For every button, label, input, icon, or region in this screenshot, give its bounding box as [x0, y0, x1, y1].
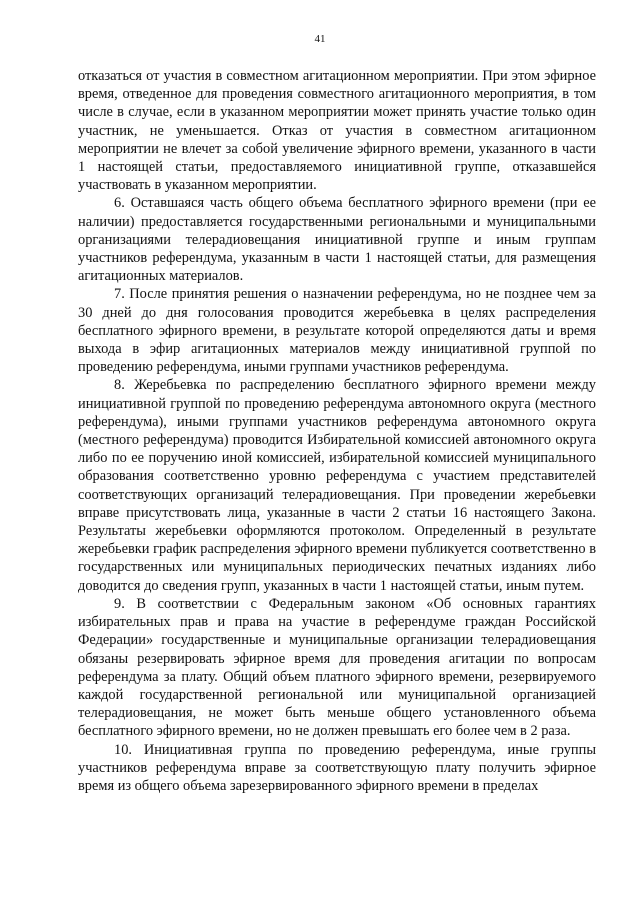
paragraph-part-8: 8. Жеребьевка по распределению бесплатного эфирного времени между инициативной группой по проведению референдума автономного округа (местного референдума), иными группами участников референдума автономного округа (местного референдума) проводится Избирательной комиссией автономного округа либо по ее поручению иной комиссией, избирательной комиссией муниципального образования соответственно уровню референдума с участием представителей соответствующих организаций телерадиовещания. При проведении жеребьевки вправе присутствовать лица, указанные в части 2 статьи 16 настоящего Закона. Результаты жеребьевки оформляются протоколом. Определенный в результате жеребьевки график распределения эфирного времени публикуется соответственно в государственных или муниципальных периодических печатных изданиях либо доводится до сведения групп, указанных в части 1 настоящей статьи, иным путем. — [78, 377, 596, 594]
document-body — [78, 67, 596, 795]
page-number: 41 — [314, 33, 326, 45]
paragraph-continuation: отказаться от участия в совместном агитационном мероприятии. При этом эфирное время, отведенное для проведения совместного агитационного мероприятия, в том числе в случае, если в указанном мероприятии может принять участие только один участник, не уменьшается. Отказ от участия в совместном агитационном мероприятии не влечет за собой увеличение эфирного времени, указанного в части 1 настоящей статьи, предоставляемого инициативной группе, отказавшейся участвовать в указанном мероприятии. — [78, 68, 596, 194]
paragraph-part-7: 7. После принятия решения о назначении референдума, но не позднее чем за 30 дней до дня голосования проводится жеребьевка в целях распределения бесплатного эфирного времени, в результате которой определяются даты и время выхода в эфир агитационных материалов между инициативной группой по проведению референдума, иными группами участников референдума. — [78, 286, 596, 376]
paragraph-part-10: 10. Инициативная группа по проведению референдума, иные группы участников референдума вправе за соответствующую плату получить эфирное время из общего объема зарезервированного эфирного времени в пределах — [78, 741, 596, 794]
paragraph-part-9: 9. В соответствии с Федеральным законом «Об основных гарантиях избирательных прав и права на участие в референдуме граждан Российской Федерации» государственные и муниципальные организации телерадиовещания обязаны резервировать эфирное время для проведения агитации по вопросам референдума за плату. Общий объем платного эфирного времени, резервируемого каждой государственной региональной или муниципальной организацией телерадиовещания, не может быть меньше общего установленного объема бесплатного эфирного времени, но не должен превышать его более чем в 2 раза. — [78, 595, 596, 740]
paragraph-part-6: 6. Оставшаяся часть общего объема бесплатного эфирного времени (при ее наличии) предоставляется государственными региональными и муниципальными организациями телерадиовещания инициативной группе и иным группам участников референдума, указанным в части 1 настоящей статьи, для размещения агитационных материалов. — [78, 195, 596, 285]
